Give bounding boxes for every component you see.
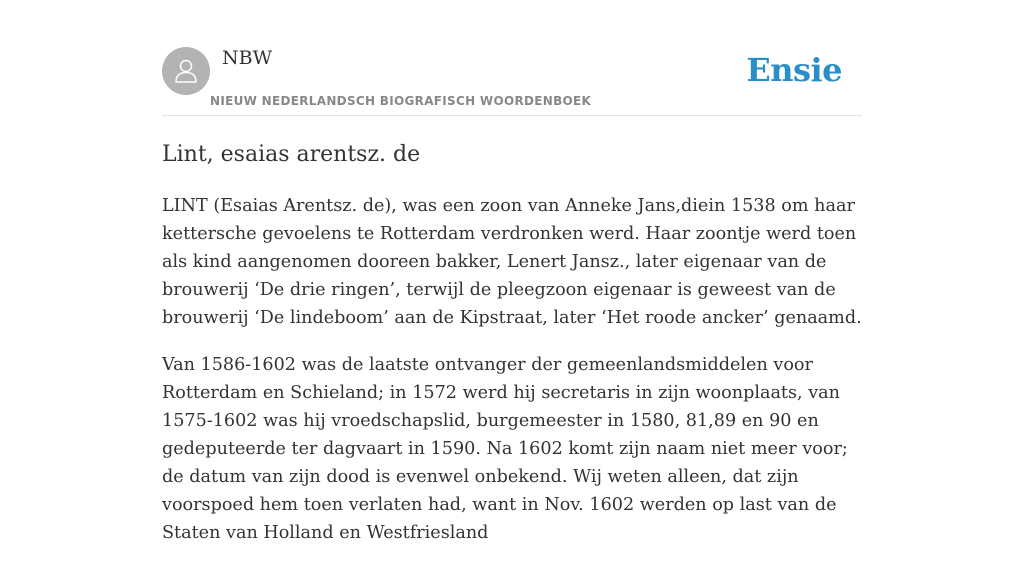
ensie-logo[interactable]: Ensie bbox=[746, 51, 842, 89]
source-name[interactable]: NBW bbox=[222, 47, 273, 69]
article-paragraph: Van 1586-1602 was de laatste ontvanger der gemeenlandsmiddelen voor Rotterdam en Schieland; in 1572 werd hij secretaris in zijn woonplaats, van 1575-1602 was hij vroedschapslid, burgemeester in 1580, 81,89 en 90 en gedeputeerde ter dagvaart in 1590. Na 1602 komt zijn naam niet meer voor; de datum van zijn dood is evenwel onbekend. Wij weten alleen, dat zijn voorspoed hem toen verlaten had, want in Nov. 1602 werden op last van de Staten van Holland en Westfriesland bbox=[162, 355, 848, 543]
header bbox=[162, 0, 862, 116]
article-paragraph: LINT (Esaias Arentsz. de), was een zoon van Anneke Jans,diein 1538 om haar kettersche gevoelens te Rotterdam verdronken werd. Haar zoontje werd toen als kind aangenomen dooreen bakker, Lenert Jansz., later eigenaar van de brouwerij ‘De drie ringen’, terwijl de pleegzoon eigenaar is geweest van de brouwerij ‘De lindeboom’ aan de Kipstraat, later ‘Het roode ancker’ genaamd. bbox=[162, 196, 862, 328]
source-full-name: NIEUW NEDERLANDSCH BIOGRAFISCH WOORDENBOEK bbox=[210, 94, 592, 108]
user-icon bbox=[171, 56, 201, 86]
page-title: Lint, esaias arentsz. de bbox=[162, 142, 421, 167]
avatar[interactable] bbox=[162, 47, 210, 95]
article-body bbox=[162, 192, 872, 566]
